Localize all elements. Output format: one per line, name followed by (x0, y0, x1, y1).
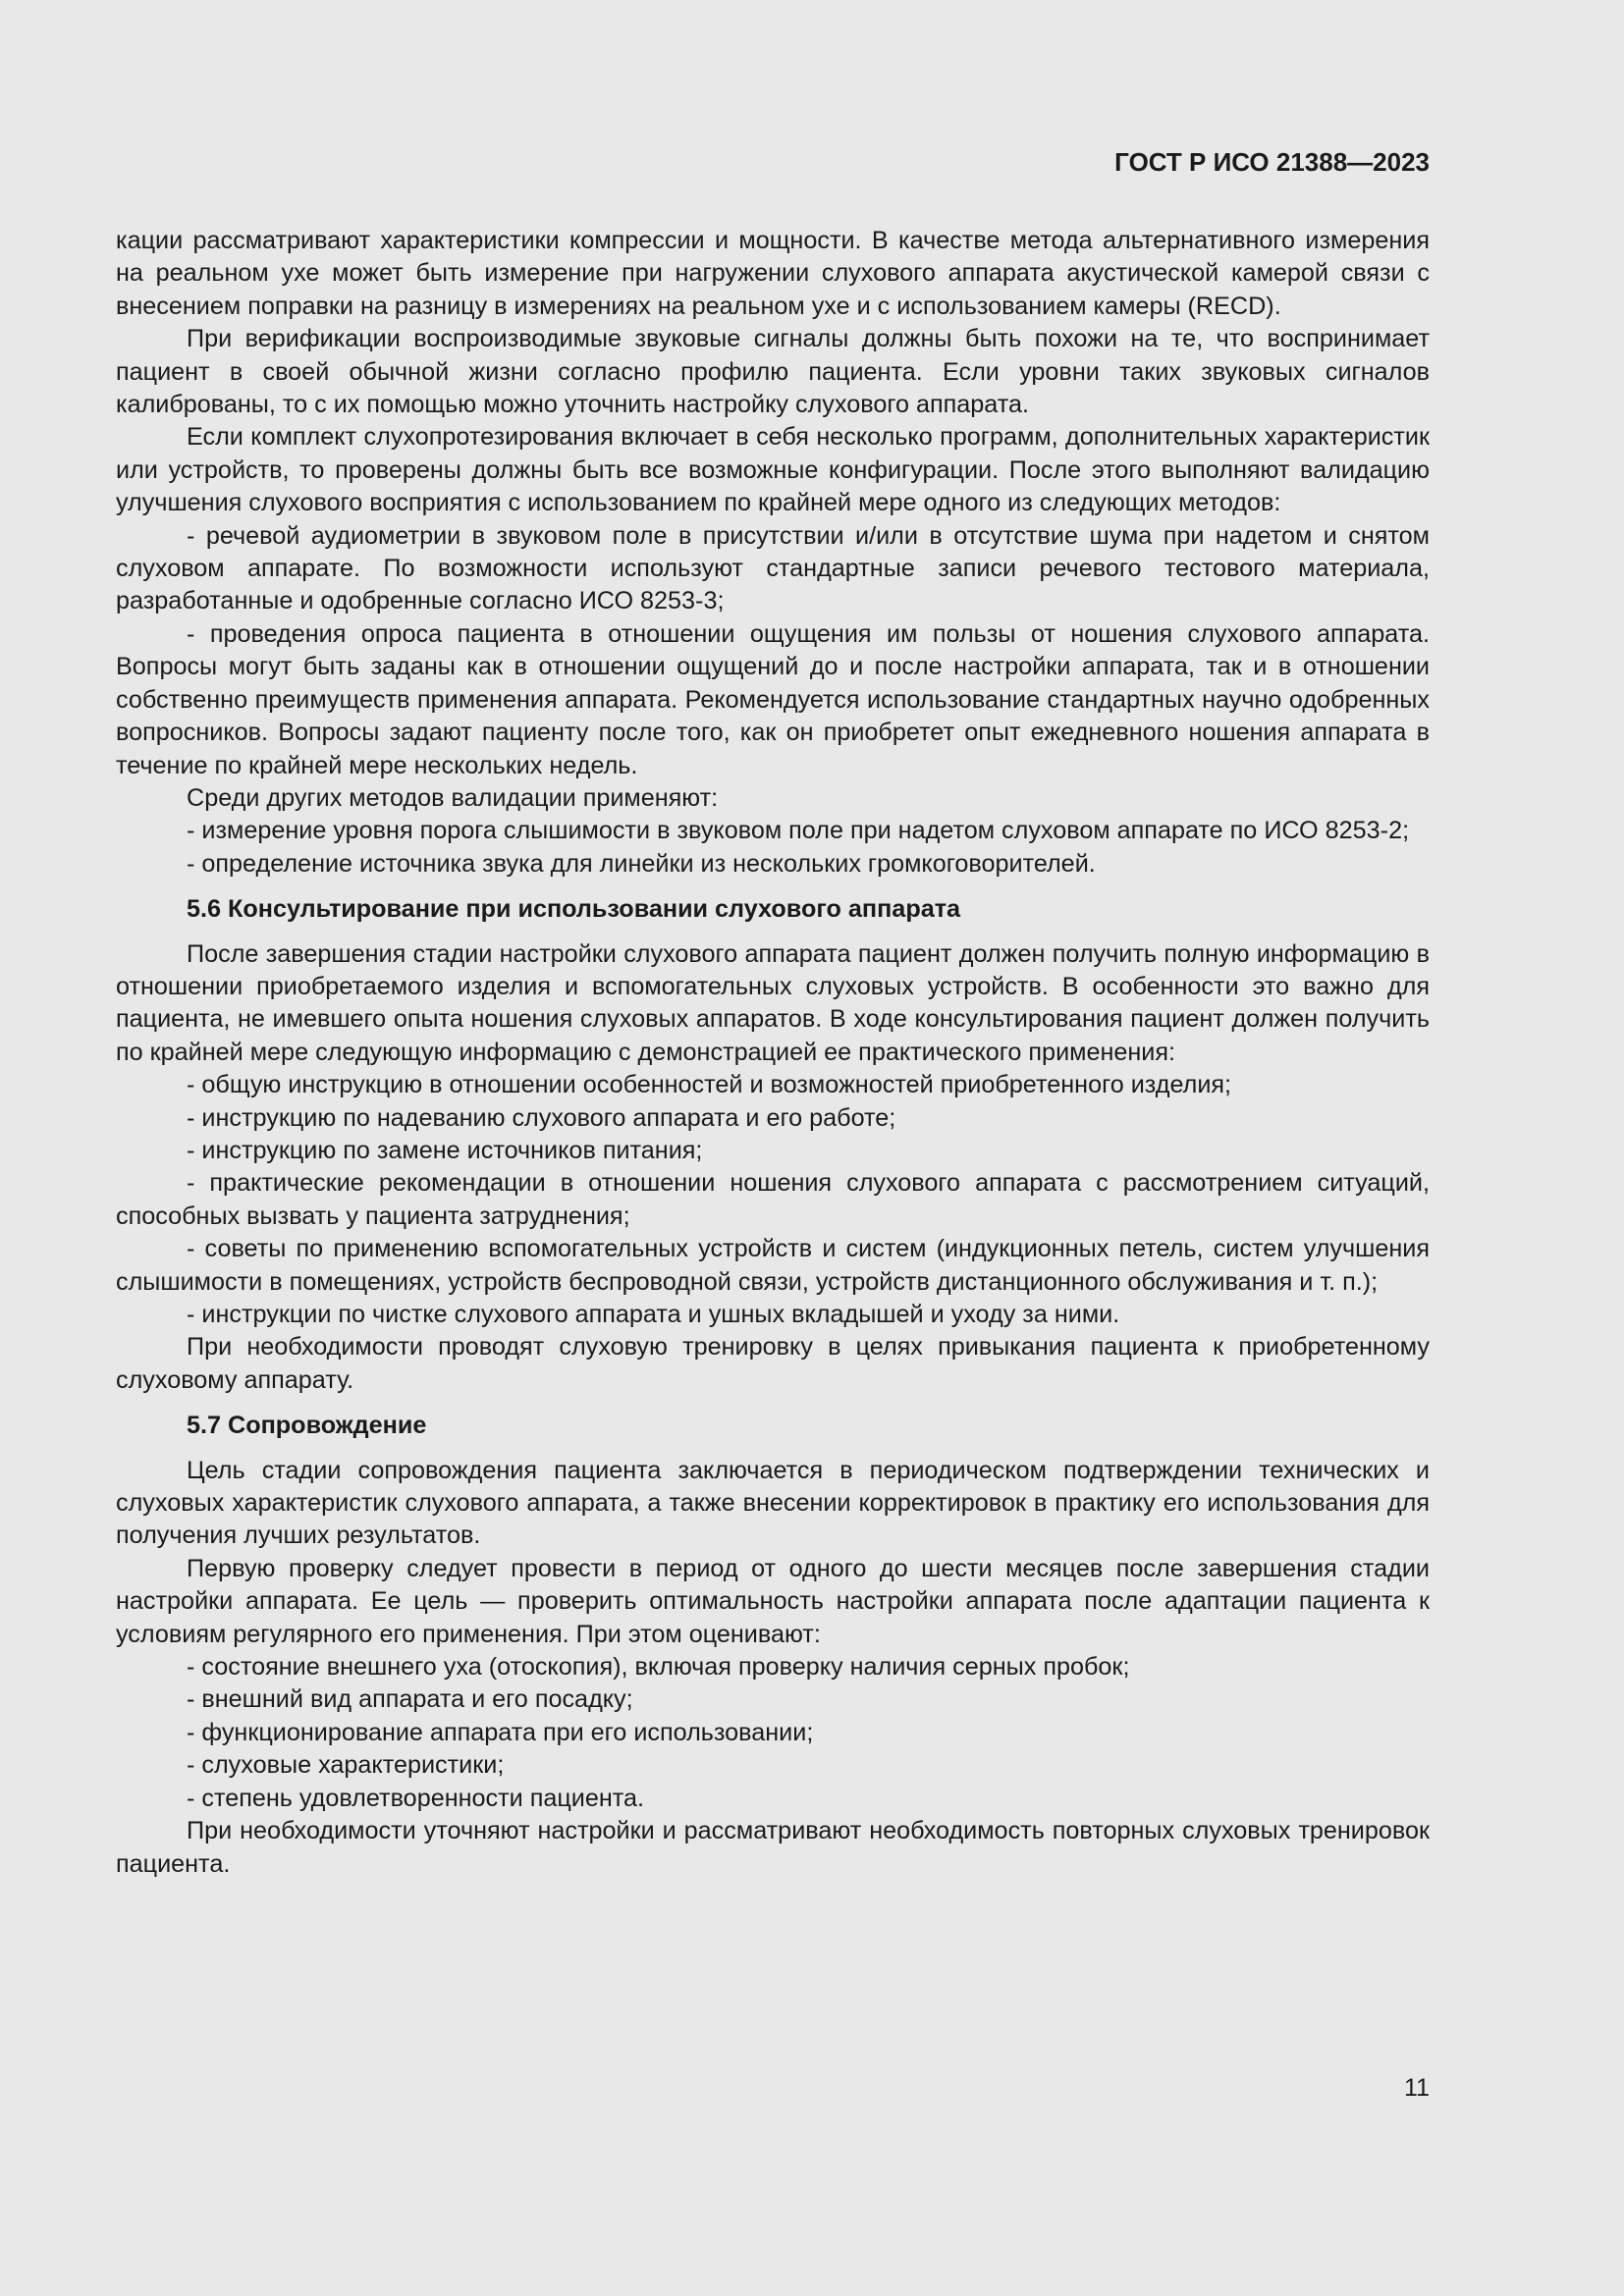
section-heading-5-7: 5.7 Сопровождение (187, 1412, 427, 1440)
list-item: - практические рекомендации в отношении ношения слухового аппарата с рассмотрением ситуаций, способных вызвать у пациента затруднения; (116, 1169, 1430, 1230)
section-heading-5-6: 5.6 Консультирование при использовании слухового аппарата (187, 895, 961, 924)
list-item: - внешний вид аппарата и его посадку; (187, 1685, 633, 1714)
list-item: - функционирование аппарата при его использовании; (187, 1718, 814, 1746)
paragraph: После завершения стадии настройки слухового аппарата пациент должен получить полную информацию в отношении приобретаемого изделия и вспомогательных слуховых устройств. В особенности это важно для пациента, не имевшего опыта ношения слуховых аппаратов. В ходе консультирования пациент должен получить по крайней мере следующую информацию с демонстрацией ее практического применения: (116, 939, 1430, 1066)
document-header: ГОСТ Р ИСО 21388—2023 (1114, 147, 1430, 177)
paragraph: Если комплект слухопротезирования включает в себя несколько программ, дополнительных характеристик или устройств, то проверены должны быть все возможные конфигурации. После этого выполняют валидацию улучшения слухового восприятия с использованием по крайней мере одного из следующих методов: (116, 423, 1430, 517)
list-item: - состояние внешнего уха (отоскопия), включая проверку наличия серных пробок; (187, 1653, 1130, 1682)
list-item: - инструкцию по замене источников питания; (187, 1136, 703, 1164)
list-item: - инструкции по чистке слухового аппарата и ушных вкладышей и уходу за ними. (187, 1301, 1120, 1328)
paragraph: При необходимости уточняют настройки и рассматривают необходимость повторных слуховых тренировок пациента. (116, 1817, 1430, 1878)
paragraph: кации рассматривают характеристики компрессии и мощности. В качестве метода альтернативного измерения на реальном ухе может быть измерение при нагружении слухового аппарата акустической камерой связи с внесением поправки на разницу в измерениях на реальном ухе и с использованием камеры (RECD). (116, 227, 1430, 320)
list-item: - степень удовлетворенности пациента. (187, 1784, 645, 1812)
list-item: - инструкцию по надеванию слухового аппарата и его работе; (187, 1103, 896, 1132)
list-item: - определение источника звука для линейки из нескольких громкоговорителей. (187, 849, 1096, 878)
paragraph: При необходимости проводят слуховую тренировку в целях привыкания пациента к приобретенному слуховому аппарату. (116, 1333, 1430, 1394)
list-item: - речевой аудиометрии в звуковом поле в присутствии и/или в отсутствие шума при надетом и снятом слуховом аппарате. По возможности используют стандартные записи речевого тестового материала, разработанные и одобренные согласно ИСО 8253-3; (116, 521, 1430, 615)
paragraph: При верификации воспроизводимые звуковые сигналы должны быть похожи на те, что воспринимает пациент в своей обычной жизни согласно профилю пациента. Если уровни таких звуковых сигналов калиброваны, то с их помощью можно уточнить настройку слухового аппарата. (116, 325, 1430, 419)
list-item: - проведения опроса пациента в отношении ощущения им пользы от ношения слухового аппарата. Вопросы могут быть заданы как в отношении ощущений до и после настройки аппарата, так и в отношении собственно преимуществ применения аппарата. Рекомендуется использование стандартных научно одобренных вопросников. Вопросы задают пациенту после того, как он приобретет опыт ежедневного ношения аппарата в течение по крайней мере нескольких недель. (116, 619, 1430, 779)
paragraph: Первую проверку следует провести в период от одного до шести месяцев после завершения стадии настройки аппарата. Ее цель — проверить оптимальность настройки аппарата после адаптации пациента к условиям регулярного его применения. При этом оценивают: (116, 1554, 1430, 1648)
list-item: - общую инструкцию в отношении особенностей и возможностей приобретенного изделия; (187, 1071, 1232, 1099)
list-item: - слуховые характеристики; (187, 1751, 505, 1780)
page-number: 11 (1404, 2074, 1430, 2102)
paragraph: Среди других методов валидации применяют: (187, 783, 719, 812)
list-item: - советы по применению вспомогательных устройств и систем (индукционных петель, систем улучшения слышимости в помещениях, устройств беспроводной связи, устройств дистанционного обслуживания и т. п.); (116, 1235, 1430, 1296)
list-item: - измерение уровня порога слышимости в звуковом поле при надетом слуховом аппарате по ИСО 8253-2; (187, 817, 1410, 845)
paragraph: Цель стадии сопровождения пациента заключается в периодическом подтверждении технических и слуховых характеристик слухового аппарата, а также внесении корректировок в практику его использования для получения лучших результатов. (116, 1456, 1430, 1550)
document-body (116, 225, 1430, 1881)
